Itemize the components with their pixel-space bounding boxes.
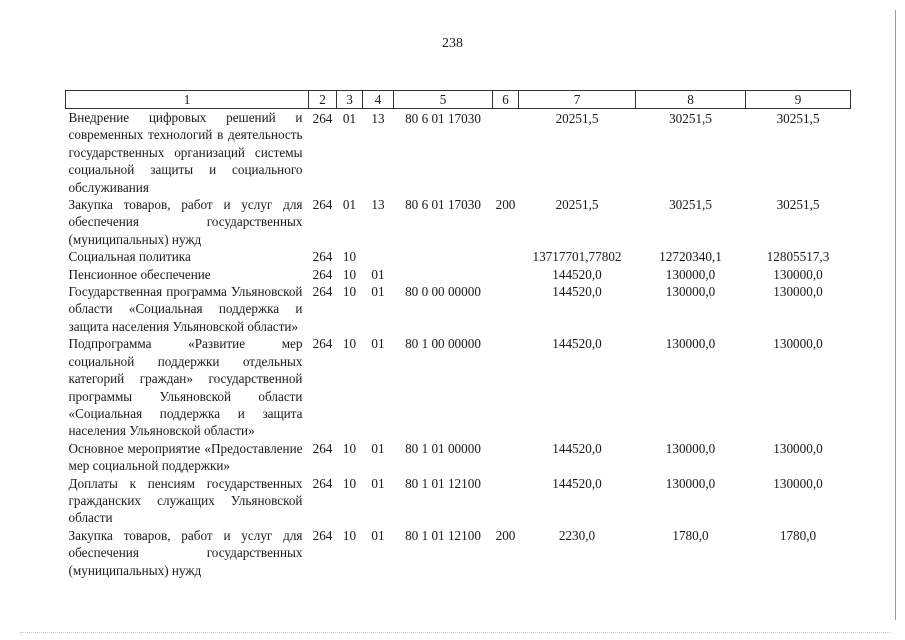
subsection-code: 01 (371, 527, 385, 543)
amount-col7: 13717701,77802 (532, 249, 622, 265)
ministry-code: 264 (312, 336, 333, 352)
subsection-code (363, 248, 394, 265)
expense-type-code (493, 475, 519, 527)
section-code: 10 (342, 336, 357, 352)
amount-col7: 144520,0 (552, 284, 602, 300)
amount-col7: 20251,5 (555, 111, 599, 126)
ministry-code: 264 (312, 266, 333, 282)
header-cell: 8 (636, 91, 746, 109)
target-code: 80 1 00 00000 (405, 336, 481, 352)
table-row (66, 527, 851, 579)
table-row (66, 109, 851, 197)
table-row (66, 475, 851, 527)
ministry-code: 264 (312, 475, 333, 491)
amount-col8: 130000,0 (665, 336, 716, 352)
header-cell: 7 (519, 91, 636, 109)
subsection-code: 01 (371, 336, 385, 352)
table-row (66, 335, 851, 439)
ministry-code: 264 (312, 249, 333, 265)
section-code: 10 (342, 475, 357, 491)
ministry-code: 264 (312, 527, 333, 543)
amount-col9: 130000,0 (773, 440, 823, 456)
ministry-code: 264 (312, 111, 333, 126)
ministry-code: 264 (312, 284, 333, 300)
row-name: Основное мероприятие «Предоставление мер социальной поддержки» (68, 440, 303, 474)
subsection-code: 13 (371, 197, 385, 213)
table-header-row (66, 91, 851, 109)
budget-table (65, 90, 851, 579)
amount-col7: 20251,5 (555, 197, 599, 213)
amount-col8: 30251,5 (669, 197, 712, 213)
expense-type-code (493, 335, 519, 439)
amount-col7: 144520,0 (552, 336, 602, 352)
expense-type-code: 200 (495, 527, 516, 543)
subsection-code: 01 (371, 440, 385, 456)
target-code: 80 1 01 00000 (405, 440, 481, 456)
amount-col9: 130000,0 (773, 284, 823, 300)
scan-edge-right (895, 10, 896, 620)
row-name: Социальная политика (68, 249, 191, 265)
section-code: 10 (342, 527, 357, 543)
table-row (66, 248, 851, 265)
amount-col7: 144520,0 (552, 266, 602, 282)
row-name: Пенсионное обеспечение (68, 266, 211, 282)
row-name: Закупка товаров, работ и услуг для обеспечения государственных (муниципальных) нужд (68, 197, 303, 247)
table-row (66, 196, 851, 248)
amount-col7: 144520,0 (552, 475, 602, 491)
table-body (66, 109, 851, 579)
row-name: Государственная программа Ульяновской области «Социальная поддержка и защита населения Ульяновской области» (68, 284, 303, 334)
amount-col9: 30251,5 (776, 111, 820, 126)
target-code: 80 1 01 12100 (405, 527, 481, 543)
target-code (394, 266, 493, 283)
target-code (394, 248, 493, 265)
row-name: Подпрограмма «Развитие мер социальной поддержки отдельных категорий граждан» государственной программы Ульяновской области «Социальная поддержка и защита населения Ульяновской области» (68, 336, 303, 439)
section-code: 10 (342, 266, 357, 282)
expense-type-code (493, 248, 519, 265)
header-cell: 6 (493, 91, 519, 109)
amount-col8: 130000,0 (665, 475, 716, 491)
section-code: 10 (342, 440, 357, 456)
header-cell: 4 (363, 91, 394, 109)
amount-col8: 12720340,1 (659, 249, 722, 265)
row-name: Закупка товаров, работ и услуг для обеспечения государственных (муниципальных) нужд (68, 527, 303, 578)
expense-type-code (493, 109, 519, 197)
expense-type-code (493, 266, 519, 283)
amount-col8: 30251,5 (669, 111, 712, 126)
amount-col9: 12805517,3 (766, 249, 830, 265)
row-name: Доплаты к пенсиям государственных гражданских служащих Ульяновской области (68, 475, 303, 526)
subsection-code: 13 (371, 111, 385, 126)
expense-type-code (493, 283, 519, 335)
target-code: 80 0 00 00000 (405, 284, 481, 300)
amount-col9: 130000,0 (773, 475, 823, 491)
subsection-code: 01 (371, 266, 385, 282)
header-cell: 1 (66, 91, 309, 109)
table-row (66, 283, 851, 335)
amount-col8: 130000,0 (665, 284, 716, 300)
expense-type-code (493, 440, 519, 475)
amount-col9: 130000,0 (773, 266, 823, 282)
scan-edge-bottom (20, 632, 890, 633)
header-cell: 3 (337, 91, 363, 109)
page-number: 238 (442, 36, 463, 51)
expense-type-code: 200 (495, 197, 516, 213)
amount-col9: 130000,0 (773, 336, 823, 352)
section-code: 01 (342, 197, 357, 213)
target-code: 80 6 01 17030 (405, 197, 481, 213)
section-code: 01 (342, 111, 357, 126)
ministry-code: 264 (312, 440, 333, 456)
amount-col7: 144520,0 (552, 440, 602, 456)
subsection-code: 01 (371, 475, 385, 491)
target-code: 80 1 01 12100 (405, 475, 481, 491)
amount-col8: 1780,0 (672, 527, 709, 543)
amount-col8: 130000,0 (665, 266, 716, 282)
amount-col7: 2230,0 (558, 527, 596, 543)
table-row (66, 440, 851, 475)
section-code: 10 (342, 284, 357, 300)
header-cell: 5 (394, 91, 493, 109)
subsection-code: 01 (371, 284, 385, 300)
amount-col9: 1780,0 (779, 527, 817, 543)
ministry-code: 264 (312, 197, 333, 213)
header-cell: 9 (746, 91, 851, 109)
header-cell: 2 (309, 91, 337, 109)
amount-col9: 30251,5 (776, 197, 820, 213)
amount-col8: 130000,0 (665, 440, 716, 456)
table-row (66, 266, 851, 283)
row-name: Внедрение цифровых решений и современных технологий в деятельность государственных организаций системы социальной защиты и социального обслуживания (68, 110, 303, 195)
target-code: 80 6 01 17030 (405, 111, 481, 126)
section-code: 10 (342, 249, 357, 265)
